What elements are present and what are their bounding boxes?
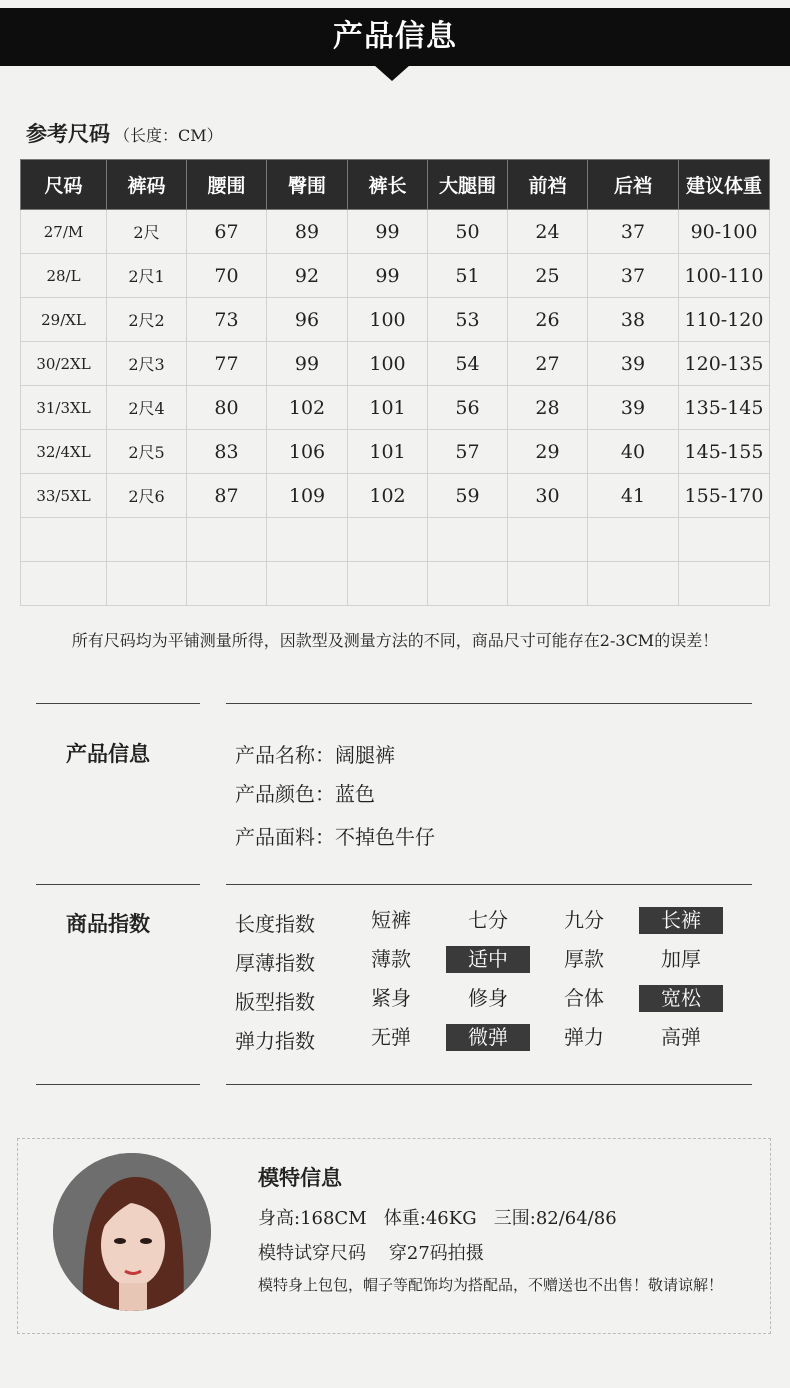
table-cell: 32/4XL (21, 430, 107, 474)
table-cell: 109 (267, 474, 348, 518)
index-name: 版型指数 (235, 990, 315, 1014)
table-cell: 29/XL (21, 298, 107, 342)
table-cell: 39 (588, 342, 679, 386)
table-cell: 80 (187, 386, 267, 430)
index-option: 无弹 (371, 1025, 411, 1049)
divider (36, 884, 200, 885)
table-cell: 92 (267, 254, 348, 298)
model-info-title: 模特信息 (258, 1165, 342, 1190)
index-option-selected: 微弹 (446, 1024, 530, 1051)
table-cell: 41 (588, 474, 679, 518)
index-option: 加厚 (661, 947, 701, 971)
table-row (21, 254, 770, 298)
table-cell (679, 518, 770, 562)
table-row (21, 298, 770, 342)
index-option-selected: 长裤 (639, 907, 723, 934)
product-name: 产品名称：阔腿裤 (235, 743, 395, 767)
column-header: 裤码 (107, 160, 187, 210)
index-option: 弹力 (564, 1025, 604, 1049)
table-cell: 2尺3 (107, 342, 187, 386)
table-cell: 51 (428, 254, 508, 298)
column-header: 前裆 (508, 160, 588, 210)
table-row (21, 386, 770, 430)
product-info-label: 产品信息 (66, 741, 150, 766)
table-cell: 100 (348, 342, 428, 386)
index-option: 七分 (468, 908, 508, 932)
table-cell: 2尺2 (107, 298, 187, 342)
table-cell (21, 562, 107, 606)
table-cell: 33/5XL (21, 474, 107, 518)
table-cell: 26 (508, 298, 588, 342)
table-cell: 96 (267, 298, 348, 342)
table-cell (588, 562, 679, 606)
table-cell: 38 (588, 298, 679, 342)
table-cell (107, 562, 187, 606)
table-cell: 24 (508, 210, 588, 254)
size-chart-heading (26, 118, 223, 148)
product-color: 产品颜色：蓝色 (235, 782, 375, 806)
table-cell: 90-100 (679, 210, 770, 254)
table-cell: 25 (508, 254, 588, 298)
table-cell (428, 518, 508, 562)
index-option: 九分 (564, 908, 604, 932)
banner-notch (374, 65, 410, 81)
table-cell (508, 562, 588, 606)
table-cell (588, 518, 679, 562)
table-cell: 155-170 (679, 474, 770, 518)
model-note: 模特身上包包，帽子等配饰均为搭配品，不赠送也不出售！敬请谅解！ (258, 1276, 724, 1294)
divider (226, 703, 752, 704)
table-cell (348, 518, 428, 562)
table-cell (187, 518, 267, 562)
table-cell: 53 (428, 298, 508, 342)
index-name: 厚薄指数 (235, 951, 315, 975)
table-cell: 106 (267, 430, 348, 474)
divider (36, 1084, 200, 1085)
table-cell (187, 562, 267, 606)
table-cell: 30/2XL (21, 342, 107, 386)
column-header: 裤长 (348, 160, 428, 210)
table-cell: 100 (348, 298, 428, 342)
table-cell: 83 (187, 430, 267, 474)
table-cell: 30 (508, 474, 588, 518)
table-row (21, 562, 770, 606)
table-cell: 54 (428, 342, 508, 386)
divider (36, 703, 200, 704)
table-cell (21, 518, 107, 562)
table-cell: 56 (428, 386, 508, 430)
table-cell: 100-110 (679, 254, 770, 298)
model-avatar (53, 1153, 211, 1311)
table-row (21, 518, 770, 562)
table-cell: 27/M (21, 210, 107, 254)
table-cell (508, 518, 588, 562)
index-name: 弹力指数 (235, 1029, 315, 1053)
table-cell: 57 (428, 430, 508, 474)
table-cell: 27 (508, 342, 588, 386)
indices-label: 商品指数 (66, 911, 150, 936)
table-row (21, 430, 770, 474)
table-cell: 99 (348, 254, 428, 298)
table-cell: 2尺 (107, 210, 187, 254)
page-title: 产品信息 (333, 19, 457, 54)
table-cell (679, 562, 770, 606)
table-cell: 40 (588, 430, 679, 474)
table-cell: 145-155 (679, 430, 770, 474)
table-cell: 120-135 (679, 342, 770, 386)
table-cell: 28 (508, 386, 588, 430)
table-cell: 89 (267, 210, 348, 254)
table-cell: 31/3XL (21, 386, 107, 430)
index-option: 短裤 (371, 908, 411, 932)
index-option: 修身 (468, 986, 508, 1010)
column-header: 后裆 (588, 160, 679, 210)
table-cell: 102 (267, 386, 348, 430)
index-option-selected: 宽松 (639, 985, 723, 1012)
table-cell (267, 518, 348, 562)
table-cell (348, 562, 428, 606)
table-cell (267, 562, 348, 606)
column-header: 大腿围 (428, 160, 508, 210)
table-cell: 29 (508, 430, 588, 474)
index-option: 薄款 (371, 947, 411, 971)
table-cell: 2尺4 (107, 386, 187, 430)
table-cell: 67 (187, 210, 267, 254)
index-name: 长度指数 (235, 912, 315, 936)
table-row (21, 342, 770, 386)
model-portrait-icon (53, 1153, 211, 1311)
column-header: 臀围 (267, 160, 348, 210)
table-cell: 70 (187, 254, 267, 298)
measurement-note: 所有尺码均为平铺测量所得，因款型及测量方法的不同，商品尺寸可能存在2-3CM的误差！ (71, 631, 719, 650)
table-cell: 2尺6 (107, 474, 187, 518)
table-row (21, 474, 770, 518)
table-cell: 28/L (21, 254, 107, 298)
divider (226, 1084, 752, 1085)
model-stats: 身高:168CM 体重:46KG 三围:82/64/86 (258, 1208, 617, 1229)
size-chart-unit: （长度：CM） (114, 126, 223, 145)
table-cell: 37 (588, 254, 679, 298)
table-cell: 2尺5 (107, 430, 187, 474)
table-cell: 101 (348, 430, 428, 474)
table-cell: 87 (187, 474, 267, 518)
index-option: 合体 (564, 986, 604, 1010)
column-header: 尺码 (21, 160, 107, 210)
table-cell: 99 (267, 342, 348, 386)
table-cell: 39 (588, 386, 679, 430)
size-table (20, 159, 770, 606)
model-fit-size: 模特试穿尺码 穿27码拍摄 (258, 1243, 484, 1264)
table-cell (107, 518, 187, 562)
table-cell: 2尺1 (107, 254, 187, 298)
table-cell (428, 562, 508, 606)
table-cell: 73 (187, 298, 267, 342)
index-option: 厚款 (564, 947, 604, 971)
table-cell: 110-120 (679, 298, 770, 342)
table-cell: 59 (428, 474, 508, 518)
size-chart-title: 参考尺码 (26, 121, 110, 146)
table-cell: 102 (348, 474, 428, 518)
index-option-selected: 适中 (446, 946, 530, 973)
table-cell: 101 (348, 386, 428, 430)
index-option: 高弹 (661, 1025, 701, 1049)
table-cell: 37 (588, 210, 679, 254)
index-option: 紧身 (371, 986, 411, 1010)
table-cell: 135-145 (679, 386, 770, 430)
column-header: 腰围 (187, 160, 267, 210)
column-header: 建议体重 (679, 160, 770, 210)
table-row (21, 210, 770, 254)
product-fabric: 产品面料：不掉色牛仔 (235, 825, 435, 849)
table-cell: 77 (187, 342, 267, 386)
table-cell: 99 (348, 210, 428, 254)
table-cell: 50 (428, 210, 508, 254)
divider (226, 884, 752, 885)
size-table-header (21, 160, 770, 210)
